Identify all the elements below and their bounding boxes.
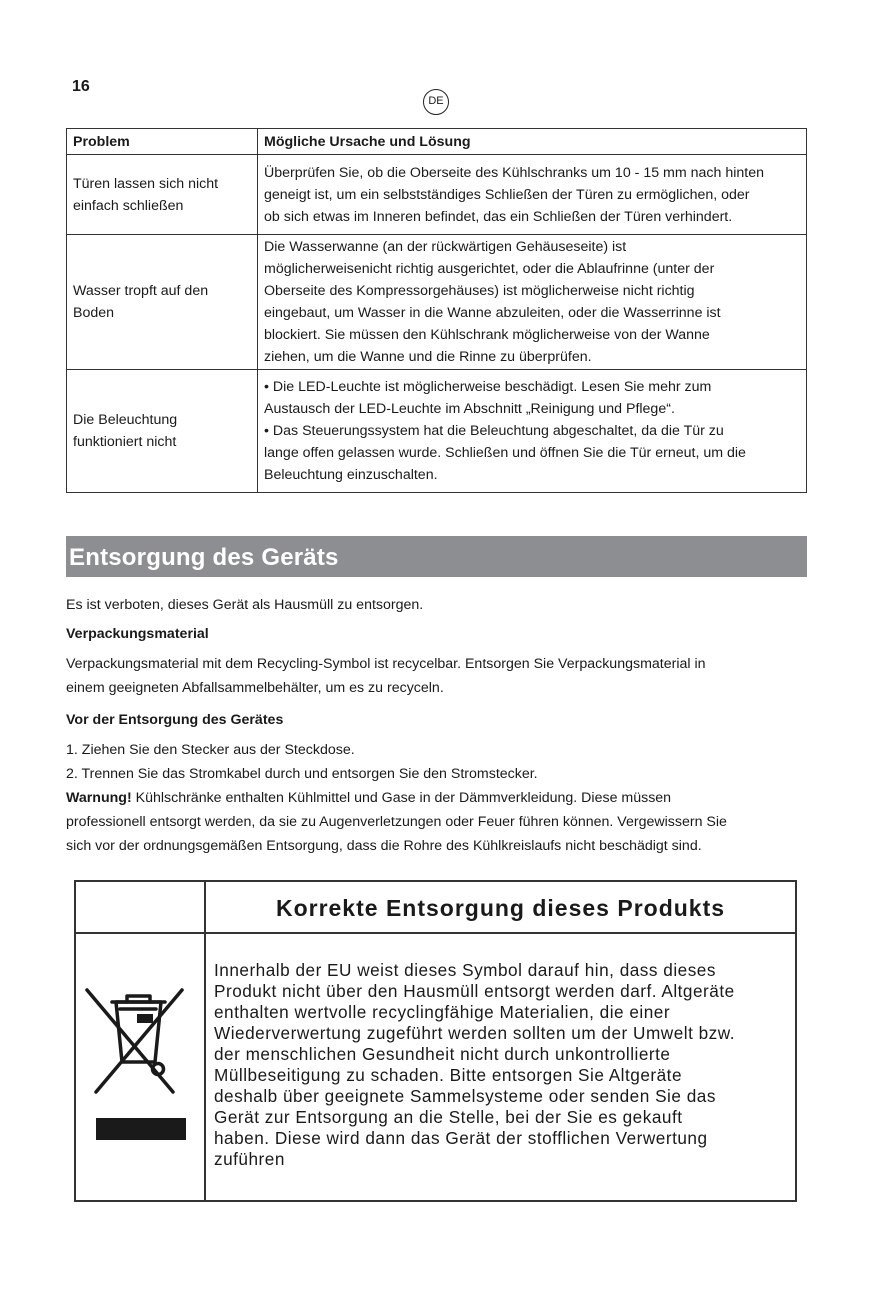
cell-line: Wasser tropft auf den (73, 283, 209, 299)
cell-line: Oberseite des Kompressorgehäuses) ist möglicherweise nicht richtig (264, 283, 695, 299)
cell-line: funktioniert nicht (73, 434, 177, 450)
table-header-row (67, 129, 807, 155)
table-row (67, 155, 807, 235)
weee-disposal-box (74, 880, 797, 1202)
packaging-paragraph (66, 652, 806, 700)
step-item: 1. Ziehen Sie den Stecker aus der Steckdose. (66, 742, 355, 758)
description-line: der menschlichen Gesundheit nicht durch unkontrollierte (214, 1044, 671, 1064)
warning-label: Warnung! (66, 790, 132, 806)
paragraph-line: einem geeigneten Abfallsammelbehälter, um es zu recyceln. (66, 680, 444, 696)
cell-line: geneigt ist, um ein selbstständiges Schließen der Türen zu ermöglichen, oder (264, 186, 750, 203)
problem-column-header: Problem (67, 129, 258, 155)
box-divider-horizontal (76, 932, 795, 934)
problem-cell (67, 235, 258, 370)
table-row (67, 235, 807, 370)
cell-line: Die Beleuchtung (73, 412, 178, 428)
solution-cell (258, 155, 807, 235)
cell-line: Boden (73, 305, 115, 321)
troubleshooting-table (66, 128, 807, 493)
language-badge: DE (423, 89, 449, 115)
description-line: Produkt nicht über den Hausmüll entsorgt werden darf. Altgeräte (214, 981, 735, 1001)
cell-line: Türen lassen sich nicht (73, 175, 219, 192)
warning-text: Kühlschränke enthalten Kühlmittel und Gase in der Dämmverkleidung. Diese müssen (131, 790, 672, 806)
step-item: 2. Trennen Sie das Stromkabel durch und entsorgen Sie den Stromstecker. (66, 766, 538, 782)
cell-line: Beleuchtung einzuschalten. (264, 467, 438, 483)
description-line: zuführen (214, 1149, 285, 1169)
solution-cell (258, 235, 807, 370)
description-line: Wiederverwertung zugeführt werden sollten um der Umwelt bzw. (214, 1023, 736, 1043)
paragraph-line: Verpackungsmaterial mit dem Recycling-Symbol ist recycelbar. Entsorgen Sie Verpackungsmaterial in (66, 656, 706, 672)
cell-line: • Das Steuerungssystem hat die Beleuchtung abgeschaltet, da die Tür zu (264, 423, 724, 439)
weee-title: Korrekte Entsorgung dieses Produkts (275, 895, 726, 921)
description-line: deshalb über geeignete Sammelsysteme oder senden Sie das (214, 1086, 716, 1106)
intro-text: Es ist verboten, dieses Gerät als Hausmüll zu entsorgen. (66, 597, 424, 613)
warning-line: sich vor der ordnungsgemäßen Entsorgung, dass die Rohre des Kühlkreislaufs nicht beschädigt sind. (66, 838, 702, 854)
cell-line: • Die LED-Leuchte ist möglicherweise beschädigt. Lesen Sie mehr zum (264, 379, 712, 395)
description-line: Innerhalb der EU weist dieses Symbol darauf hin, dass dieses (214, 960, 716, 980)
steps-list (66, 738, 806, 858)
problem-cell (67, 155, 258, 235)
page-number: 16 (72, 78, 90, 95)
cell-line: ziehen, um die Wanne und die Rinne zu überprüfen. (264, 349, 592, 365)
cell-line: lange offen gelassen wurde. Schließen und öffnen Sie die Tür erneut, um die (264, 445, 746, 461)
description-line: Müllbeseitigung zu schaden. Bitte entsorgen Sie Altgeräte (214, 1065, 683, 1085)
cell-line: einfach schließen (73, 197, 184, 214)
cell-line: blockiert. Sie müssen den Kühlschrank möglicherweise von der Wanne (264, 327, 710, 343)
description-line: enthalten wertvolle recyclingfähige Materialien, die einer (214, 1002, 671, 1022)
crossed-out-wheelie-bin-icon (84, 982, 196, 1162)
solution-column-header: Mögliche Ursache und Lösung (258, 129, 807, 155)
section-heading: Entsorgung des Geräts (66, 536, 807, 577)
description-line: haben. Diese wird dann das Gerät der stofflichen Verwertung (214, 1128, 708, 1148)
solution-cell (258, 370, 807, 493)
description-line: Gerät zur Entsorgung an die Stelle, bei der Sie es gekauft (214, 1107, 683, 1127)
cell-line: eingebaut, um Wasser in die Wanne abzuleiten, oder die Wasserrinne ist (264, 305, 721, 321)
warning-line: professionell entsorgt werden, da sie zu Augenverletzungen oder Feuer führen können. Vergewissern Sie (66, 814, 727, 830)
problem-cell (67, 370, 258, 493)
cell-line: Austausch der LED-Leuchte im Abschnitt „Reinigung und Pflege“. (264, 401, 675, 417)
cell-line: ob sich etwas im Inneren befindet, das ein Schließen der Türen verhindert. (264, 208, 733, 225)
weee-description (214, 960, 804, 1170)
before-disposal-heading: Vor der Entsorgung des Gerätes (66, 712, 284, 728)
packaging-heading: Verpackungsmaterial (66, 626, 209, 642)
table-row (67, 370, 807, 493)
cell-line: Überprüfen Sie, ob die Oberseite des Kühlschranks um 10 - 15 mm nach hinten (264, 164, 764, 181)
warning-line (66, 786, 806, 810)
cell-line: möglicherweisenicht richtig ausgerichtet, oder die Ablaufrinne (unter der (264, 261, 715, 277)
cell-line: Die Wasserwanne (an der rückwärtigen Gehäuseseite) ist (264, 239, 627, 255)
